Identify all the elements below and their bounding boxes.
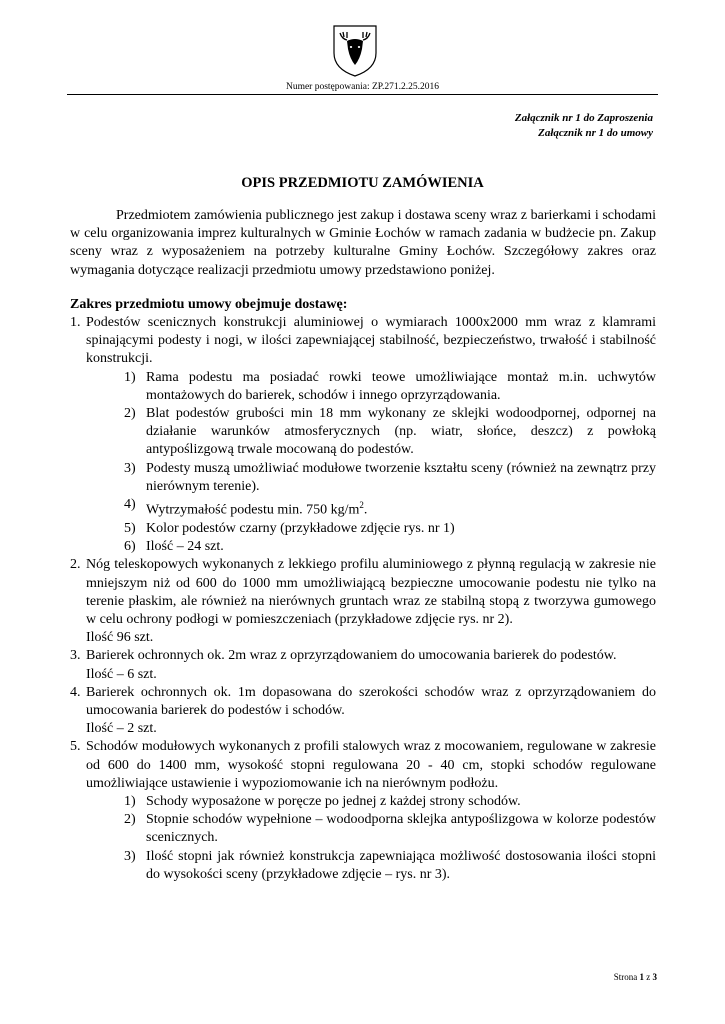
sub-item-number: 3) (124, 460, 136, 476)
list-item-number: 3. (70, 648, 81, 664)
list-item-text: Barierek ochronnych ok. 1m dopasowana do szerokości schodów wraz z oprzyrządowaniem do umocowania barierek do podestów i schodów. (86, 684, 656, 718)
footer-total: 3 (652, 972, 657, 982)
sub-list-item (86, 460, 656, 496)
sub-list-item (86, 496, 656, 520)
footer-page: 1 (639, 972, 644, 982)
list-item (70, 314, 656, 556)
sub-item-text: Wytrzymałość podestu min. 750 kg/m (146, 502, 360, 518)
sub-list-item (86, 793, 656, 811)
requirements-list (70, 314, 656, 884)
attachment-line-1: Załącznik nr 1 do Zaproszenia (514, 112, 653, 124)
attachment-notes (515, 111, 653, 141)
sub-list-item (86, 848, 656, 884)
sub-list (86, 793, 656, 884)
sub-item-text: Podesty muszą umożliwiać modułowe tworzenie kształtu sceny (również na zewnątrz przy nierównym terenie). (146, 460, 656, 494)
list-item-text: Nóg teleskopowych wykonanych z lekkiego profilu aluminiowego z płynną regulacją w zakresie nie mniejszym niż od 600 do 1000 mm umożliwiającą bezpieczne umocowanie podestu nie tylko na terenie płaskim, ale również na nierównych gruntach wraz ze stabilną stopą z tworzywa gumowego w celu ochrony podłogi w pomieszczeniach (przykładowe zdjęcie rys. nr 2). (86, 557, 656, 627)
list-item-number: 4. (70, 684, 81, 700)
sub-item-suffix: . (363, 502, 368, 518)
list-item-text: Barierek ochronnych ok. 2m wraz z oprzyrządowaniem do umocowania barierek do podestów. (86, 648, 617, 664)
sub-item-number: 3) (124, 848, 136, 864)
sub-item-number: 1) (124, 369, 136, 385)
sub-item-text: Ilość – 24 szt. (146, 539, 224, 555)
list-item (70, 647, 656, 683)
sub-item-number: 5) (124, 520, 136, 536)
list-item-text: Podestów scenicznych konstrukcji aluminiowej o wymiarach 1000x2000 mm wraz z klamrami spinającymi podesty i nogi, w ilości zapewniającej stabilność, bezpieczeństwo, trwałość i stabilność konstrukcji. (86, 315, 656, 367)
list-item-number: 5. (70, 739, 81, 755)
list-item-quantity: Ilość 96 szt. (86, 630, 154, 646)
superscript: 2 (359, 500, 364, 511)
sub-item-text: Kolor podestów czarny (przykładowe zdjęcie rys. nr 1) (146, 520, 455, 536)
sub-item-number: 1) (124, 793, 136, 809)
list-item (70, 556, 656, 647)
sub-item-text: Blat podestów grubości min 18 mm wykonany ze sklejki wodoodpornej, odpornej na działanie warunków atmosferycznych (np. wiatr, słońce, deszcz) z powłoką antypoślizgową trwale mocowaną do podestów. (146, 406, 656, 458)
list-item-number: 1. (70, 315, 81, 331)
attachment-line-2: Załącznik nr 1 do umowy (538, 127, 653, 139)
sub-list-item (86, 405, 656, 460)
deer-head-crest-icon (330, 23, 380, 78)
section-heading: Zakres przedmiotu umowy obejmuje dostawę: (70, 296, 348, 312)
sub-item-number: 6) (124, 539, 136, 555)
procedure-number: Numer postępowania: ZP.271.2.25.2016 (285, 82, 440, 92)
page-title: OPIS PRZEDMIOTU ZAMÓWIENIA (241, 175, 484, 191)
footer-sep: z (644, 972, 653, 982)
sub-item-number: 2) (124, 812, 136, 828)
list-item-quantity: Ilość – 2 szt. (86, 721, 157, 737)
sub-list-item (86, 369, 656, 405)
list-item-text: Schodów modułowych wykonanych z profili stalowych wraz z mocowaniem, regulowane w zakresie od 600 do 1400 mm, wysokość stopni regulowana 20 - 40 cm, stopki schodów regulowane umożliwiające ustawienie i wypoziomowanie ich na nierównym podłożu. (86, 739, 656, 791)
list-item (70, 738, 656, 884)
list-item-quantity: Ilość – 6 szt. (86, 666, 157, 682)
list-item-number: 2. (70, 557, 81, 573)
sub-item-text: Rama podestu ma posiadać rowki teowe umożliwiające montaż m.in. uchwytów montażowych do barierek, schodów i innego oprzyrządowania. (146, 369, 656, 403)
sub-list (86, 369, 656, 557)
intro-paragraph: Przedmiotem zamówienia publicznego jest zakup i dostawa sceny wraz z barierkami i schodami w celu organizowania imprez kulturalnych w Gminie Łochów w ramach zadania w budżecie pn. Zakup sceny wraz z wyposażeniem na potrzeby kulturalne Gminy Łochów. Szczegółowy zakres oraz wymagania dotyczące realizacji przedmiotu umowy przedstawiono poniżej. (70, 208, 656, 278)
page-footer (614, 972, 657, 982)
document-body (70, 207, 656, 884)
sub-list-item (86, 520, 656, 538)
sub-item-text: Ilość stopni jak również konstrukcja zapewniająca możliwość dostosowania ilości stopni do wysokości sceny (przykładowe zdjęcie – rys. nr 3). (146, 848, 656, 882)
sub-item-number: 4) (124, 497, 136, 513)
sub-item-text: Schody wyposażone w poręcze po jednej z każdej strony schodów. (146, 793, 521, 809)
list-item (70, 684, 656, 739)
footer-prefix: Strona (613, 972, 640, 982)
sub-list-item (86, 538, 656, 556)
sub-item-text: Stopnie schodów wypełnione – wodoodporna sklejka antypoślizgowa w kolorze podestów scenicznych. (146, 812, 656, 846)
sub-item-number: 2) (124, 406, 136, 422)
sub-list-item (86, 811, 656, 847)
header-rule (67, 94, 658, 95)
